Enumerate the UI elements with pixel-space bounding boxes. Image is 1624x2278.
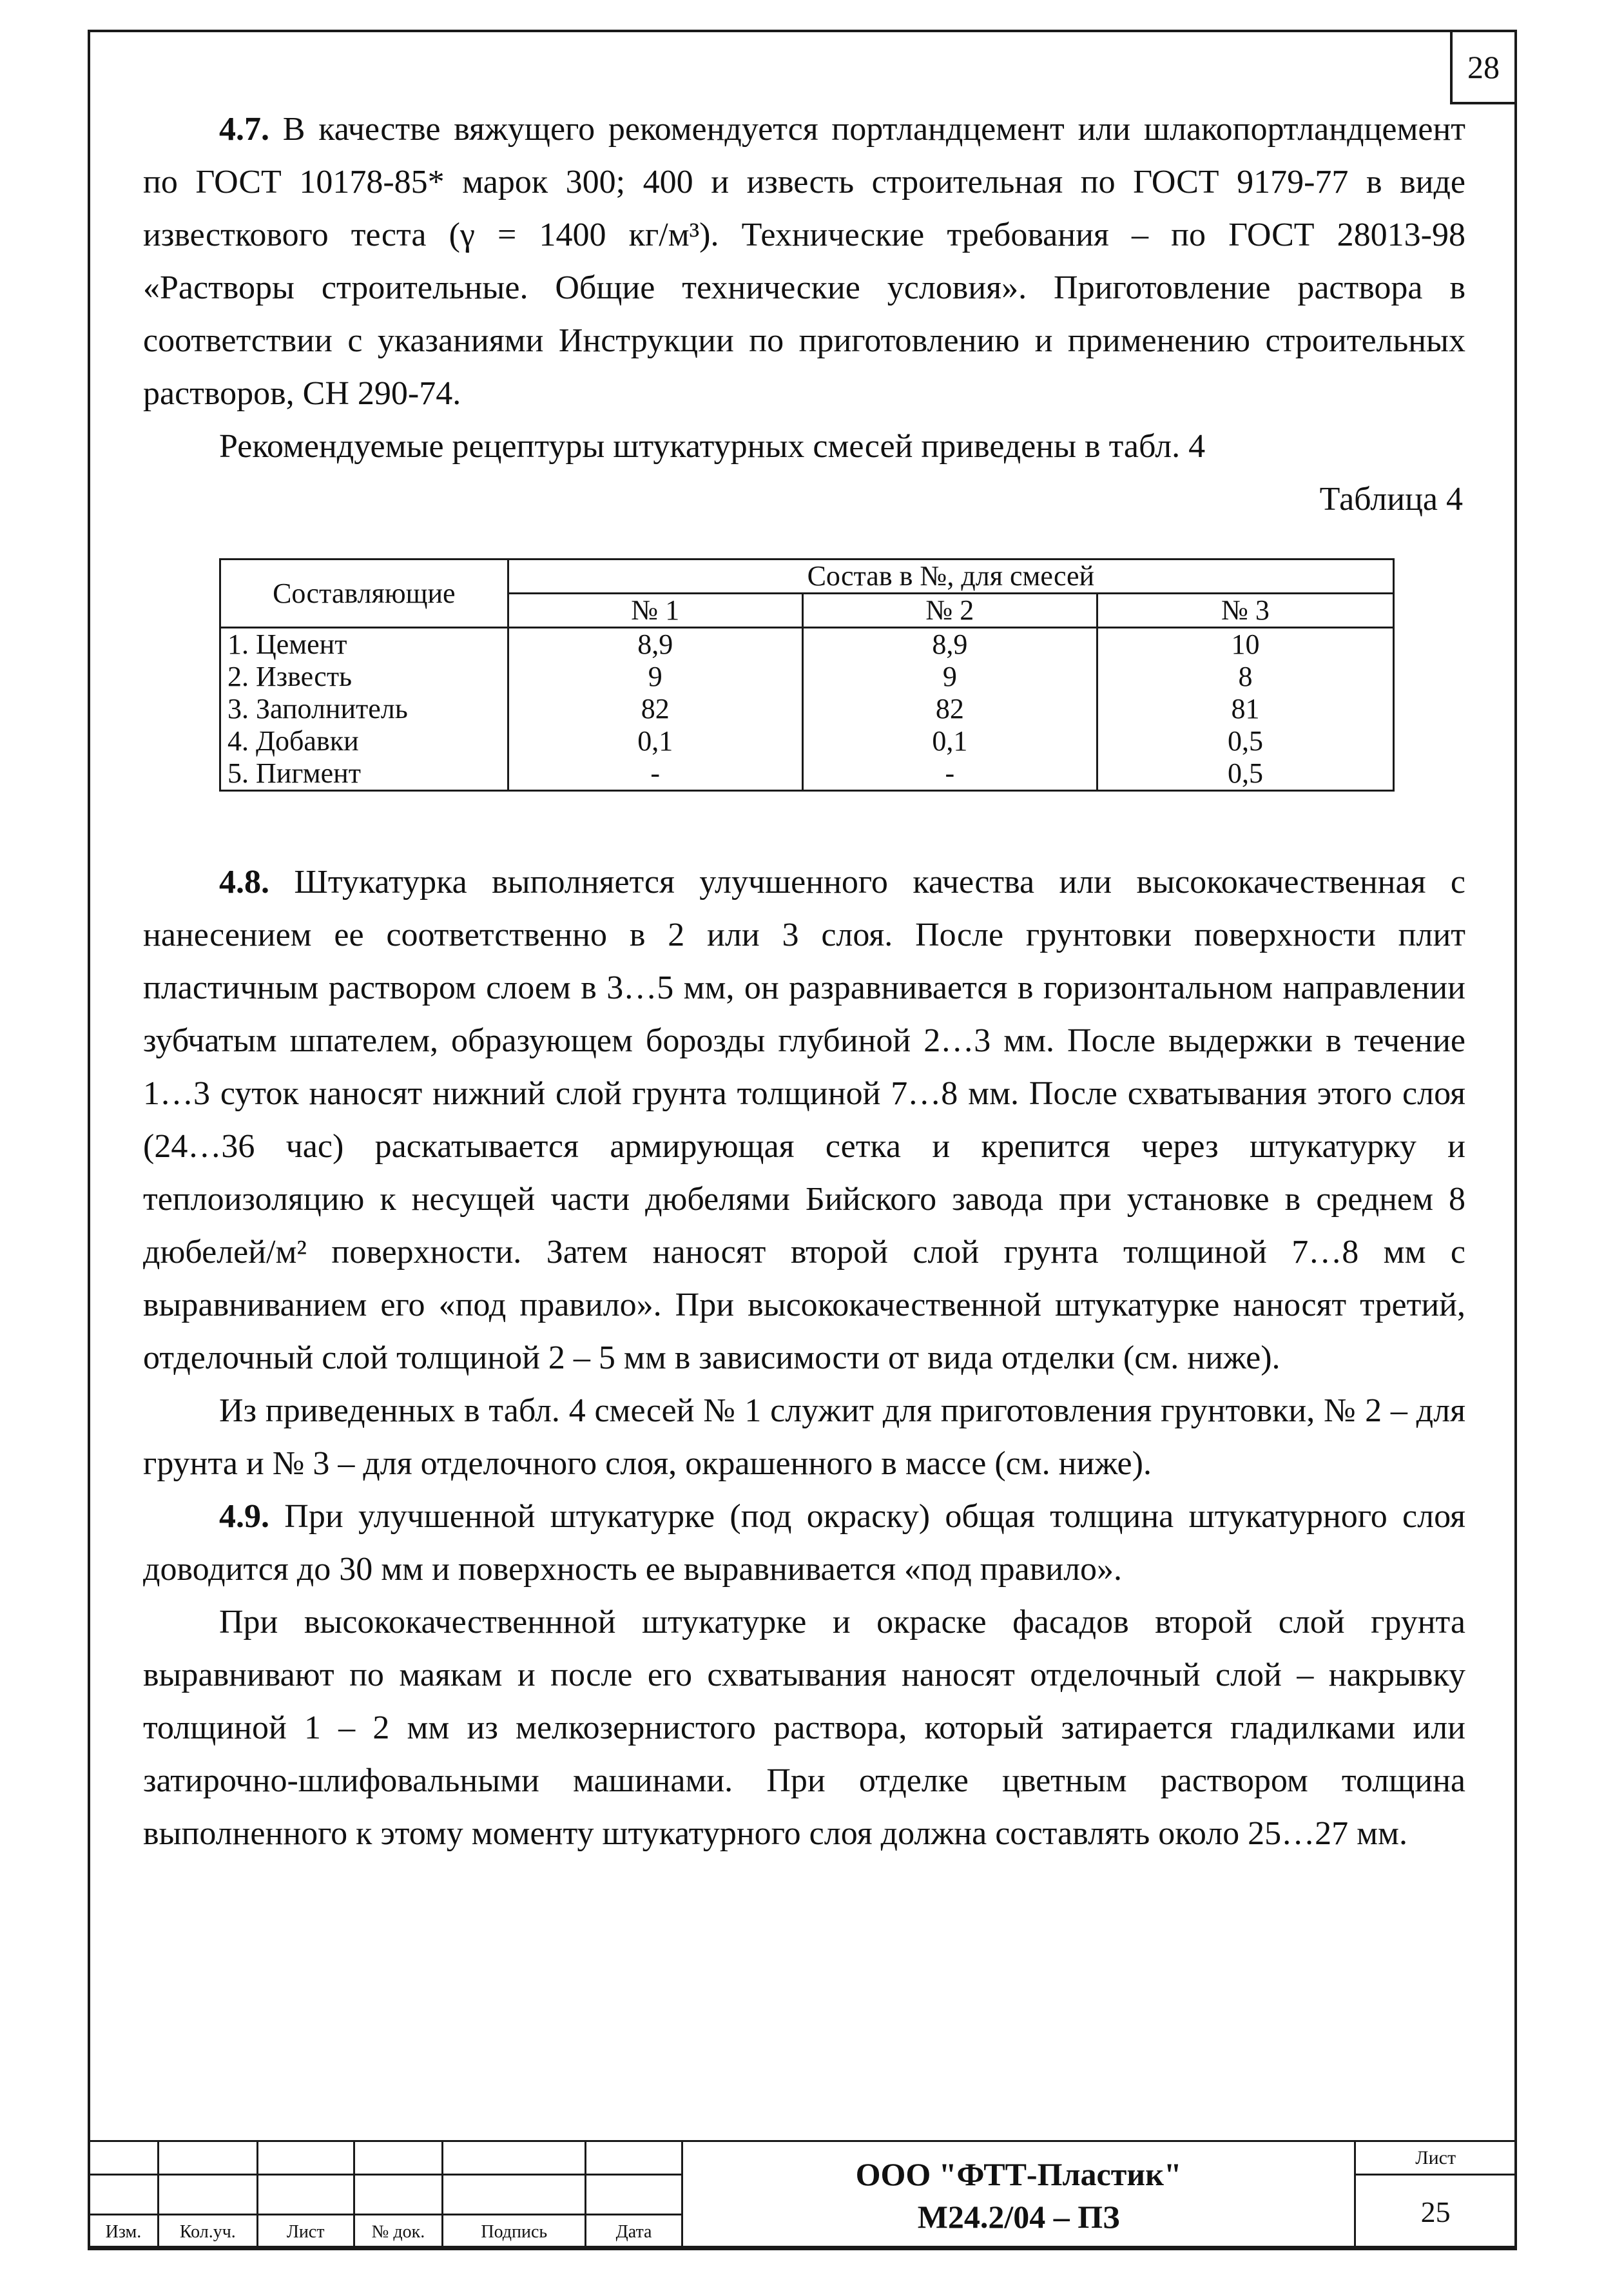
component-name: 5. Пигмент — [220, 757, 508, 791]
component-name: 2. Известь — [220, 661, 508, 693]
mix-1-value: 82 — [508, 693, 802, 725]
page-number: 28 — [1450, 30, 1517, 104]
mix-2-value: 82 — [802, 693, 1097, 725]
title-block — [88, 2140, 1517, 2248]
mix-3-value: 81 — [1097, 693, 1393, 725]
document-code: М24.2/04 – ПЗ — [917, 2198, 1120, 2235]
stamp-col-label: Подпись — [443, 2215, 586, 2250]
table-row — [220, 693, 1394, 725]
table-row — [220, 725, 1394, 757]
header-mix-3: № 3 — [1097, 594, 1393, 628]
mix-3-value: 10 — [1097, 628, 1393, 661]
table-row — [220, 757, 1394, 791]
mix-3-value: 8 — [1097, 661, 1393, 693]
section-number: 4.8. — [219, 864, 269, 900]
mix-2-value: - — [802, 757, 1097, 791]
header-components: Составляющие — [220, 560, 508, 628]
paragraph-text: В качестве вяжущего рекомендуется портландцемент или шлакопортландцемент по ГОСТ 10178-85* марок 300; 400 и известь строительная по ГОСТ 9179-77 в виде известкового теста (γ = 1400 кг/м³). Технические требования – по ГОСТ 28013-98 «Растворы строительные. Общие технические условия». Приготовление раствора в соответствии с указаниями Инструкции по приготовлению и применению строительных растворов, СН 290-74. — [143, 111, 1465, 412]
sheet-number: 25 — [1355, 2175, 1516, 2250]
stamp-col-label: Дата — [586, 2215, 682, 2250]
mix-3-value: 0,5 — [1097, 725, 1393, 757]
stamp-col-label: № док. — [354, 2215, 443, 2250]
table-row — [220, 661, 1394, 693]
mix-2-value: 9 — [802, 661, 1097, 693]
organization-name: ООО "ФТТ-Пластик" — [855, 2156, 1182, 2192]
sheet-label: Лист — [1355, 2141, 1516, 2175]
paragraph-4-7 — [143, 103, 1465, 420]
mix-2-value: 8,9 — [802, 628, 1097, 661]
component-name: 1. Цемент — [220, 628, 508, 661]
header-mix-1: № 1 — [508, 594, 802, 628]
paragraph-high-quality: При высококачественнной штукатурке и окраске фасадов второй слой грунта выравнивают по маякам и после его схватывания наносят отделочный слой – накрывку толщиной 1 – 2 мм из мелкозернистого раствора, который затирается гладилками или затирочно-шлифовальными машинами. При отделке цветным раствором толщина выполненного к этому моменту штукатурного слоя должна составлять около 25…27 мм. — [143, 1604, 1465, 1852]
section-number: 4.9. — [219, 1498, 269, 1535]
mix-3-value: 0,5 — [1097, 757, 1393, 791]
header-mix-2: № 2 — [802, 594, 1097, 628]
table-row — [220, 628, 1394, 661]
section-number: 4.7. — [219, 111, 269, 148]
header-mix-group: Состав в №, для смесей — [508, 560, 1393, 594]
mix-composition-table — [219, 558, 1395, 792]
stamp-col-label: Изм. — [89, 2215, 159, 2250]
paragraph-recipes: Рекомендуемые рецептуры штукатурных смесей приведены в табл. 4 — [219, 428, 1206, 465]
paragraph-mixes: Из приведенных в табл. 4 смесей № 1 служит для приготовления грунтовки, № 2 – для грунта и № 3 – для отделочного слоя, окрашенного в массе (см. ниже). — [143, 1392, 1465, 1482]
stamp-col-label: Кол.уч. — [158, 2215, 257, 2250]
stamp-col-label: Лист — [257, 2215, 354, 2250]
paragraph-4-8 — [143, 856, 1465, 1385]
org-block — [682, 2141, 1355, 2250]
table-caption: Таблица 4 — [1319, 481, 1463, 518]
paragraph-4-9 — [143, 1490, 1465, 1596]
mix-1-value: 9 — [508, 661, 802, 693]
mix-1-value: - — [508, 757, 802, 791]
page-content — [143, 103, 1465, 1860]
paragraph-text: Штукатурка выполняется улучшенного качества или высококачественная с нанесением ее соответственно в 2 или 3 слоя. После грунтовки поверхности плит пластичным раствором слоем в 3…5 мм, он разравнивается в горизонтальном направлении зубчатым шпателем, образующем борозды глубиной 2…3 мм. После выдержки в течение 1…3 суток наносят нижний слой грунта толщиной 7…8 мм. После схватывания этого слоя (24…36 час) раскатывается армирующая сетка и крепится через штукатурку и теплоизоляцию к несущей части дюбелями Бийского завода при установке в среднем 8 дюбелей/м² поверхности. Затем наносят второй слой грунта толщиной 7…8 мм с выравниванием его «под правило». При высококачественной штукатурке наносят третий, отделочный слой толщиной 2 – 5 мм в зависимости от вида отделки (см. ниже). — [143, 864, 1465, 1376]
mix-1-value: 8,9 — [508, 628, 802, 661]
mix-1-value: 0,1 — [508, 725, 802, 757]
component-name: 4. Добавки — [220, 725, 508, 757]
paragraph-text: При улучшенной штукатурке (под окраску) общая толщина штукатурного слоя доводится до 30 мм и поверхность ее выравнивается «под правило». — [143, 1498, 1465, 1588]
component-name: 3. Заполнитель — [220, 693, 508, 725]
mix-2-value: 0,1 — [802, 725, 1097, 757]
